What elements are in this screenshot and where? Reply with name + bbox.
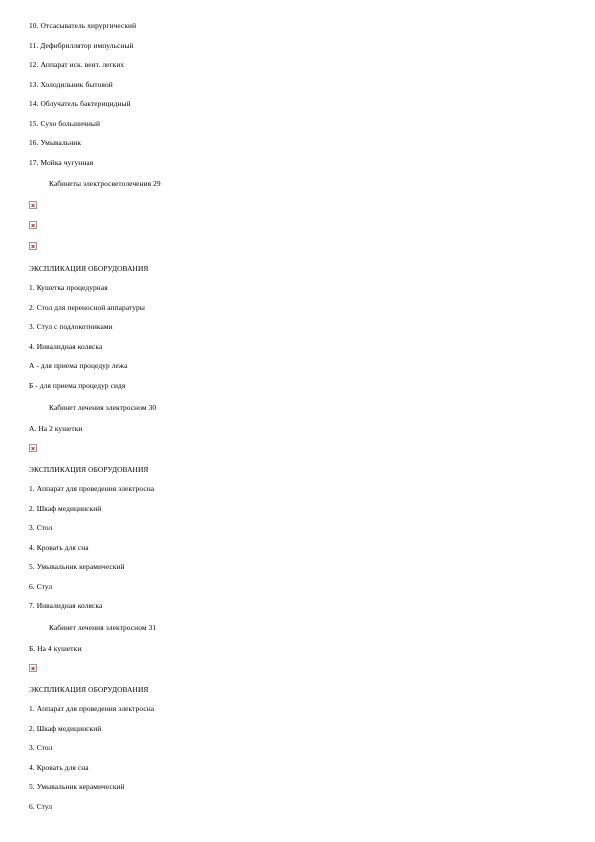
equipment-item: 2. Шкаф медицинский xyxy=(29,724,102,733)
equipment-item: 10. Отсасыватель хирургический xyxy=(29,21,137,30)
equipment-item: 7. Инвалидная коляска xyxy=(29,601,103,610)
cabinet-caption: Кабинет лечения электросном 31 xyxy=(49,623,157,632)
equipment-item: 14. Облучатель бактерицидный xyxy=(29,99,131,108)
equipment-item: 2. Стол для переносной аппаратуры xyxy=(29,303,145,312)
cabinet-caption: Кабинет лечения электросном 30 xyxy=(49,403,157,412)
equipment-item: 4. Кровать для сна xyxy=(29,543,89,552)
broken-image-icon xyxy=(29,242,37,250)
equipment-item: 1. Кушетка процедурная xyxy=(29,283,108,292)
explication-heading: ЭКСПЛИКАЦИЯ ОБОРУДОВАНИЯ xyxy=(29,465,149,474)
equipment-item: 2. Шкаф медицинский xyxy=(29,504,102,513)
broken-image-icon xyxy=(29,201,37,209)
equipment-item: 3. Стул с подлокотниками xyxy=(29,322,113,331)
equipment-item: 5. Умывальник керамический xyxy=(29,782,125,791)
equipment-item: 11. Дефибриллятор импульсный xyxy=(29,41,134,50)
cabinet-caption: Кабинеты электросветолечения 29 xyxy=(49,179,161,188)
equipment-item: 17. Мойка чугунная xyxy=(29,158,94,167)
equipment-item: 16. Умывальник xyxy=(29,138,82,147)
equipment-item: 12. Аппарат иск. вент. легких xyxy=(29,60,125,69)
explication-heading: ЭКСПЛИКАЦИЯ ОБОРУДОВАНИЯ xyxy=(29,264,149,273)
broken-image-icon xyxy=(29,444,37,452)
equipment-item: 5. Умывальник керамический xyxy=(29,562,125,571)
equipment-item: 3. Стол xyxy=(29,743,53,752)
broken-image-icon xyxy=(29,221,37,229)
equipment-item: 1. Аппарат для проведения электросна xyxy=(29,484,155,493)
cabinet-variant: А. На 2 кушетки xyxy=(29,424,83,433)
cabinet-variant: Б. На 4 кушетки xyxy=(29,644,82,653)
equipment-item: 15. Сухо большичный xyxy=(29,119,101,128)
equipment-item: 3. Стол xyxy=(29,523,53,532)
equipment-note: А - для приема процедур лежа xyxy=(29,361,128,370)
equipment-item: 1. Аппарат для проведения электросна xyxy=(29,704,155,713)
equipment-item: 6. Стул xyxy=(29,802,53,811)
equipment-note: Б - для приема процедур сидя xyxy=(29,381,126,390)
equipment-item: 6. Стул xyxy=(29,582,53,591)
equipment-item: 13. Холодильник бытовой xyxy=(29,80,113,89)
broken-image-icon xyxy=(29,664,37,672)
equipment-item: 4. Инвалидная коляска xyxy=(29,342,103,351)
equipment-item: 4. Кровать для сна xyxy=(29,763,89,772)
explication-heading: ЭКСПЛИКАЦИЯ ОБОРУДОВАНИЯ xyxy=(29,685,149,694)
